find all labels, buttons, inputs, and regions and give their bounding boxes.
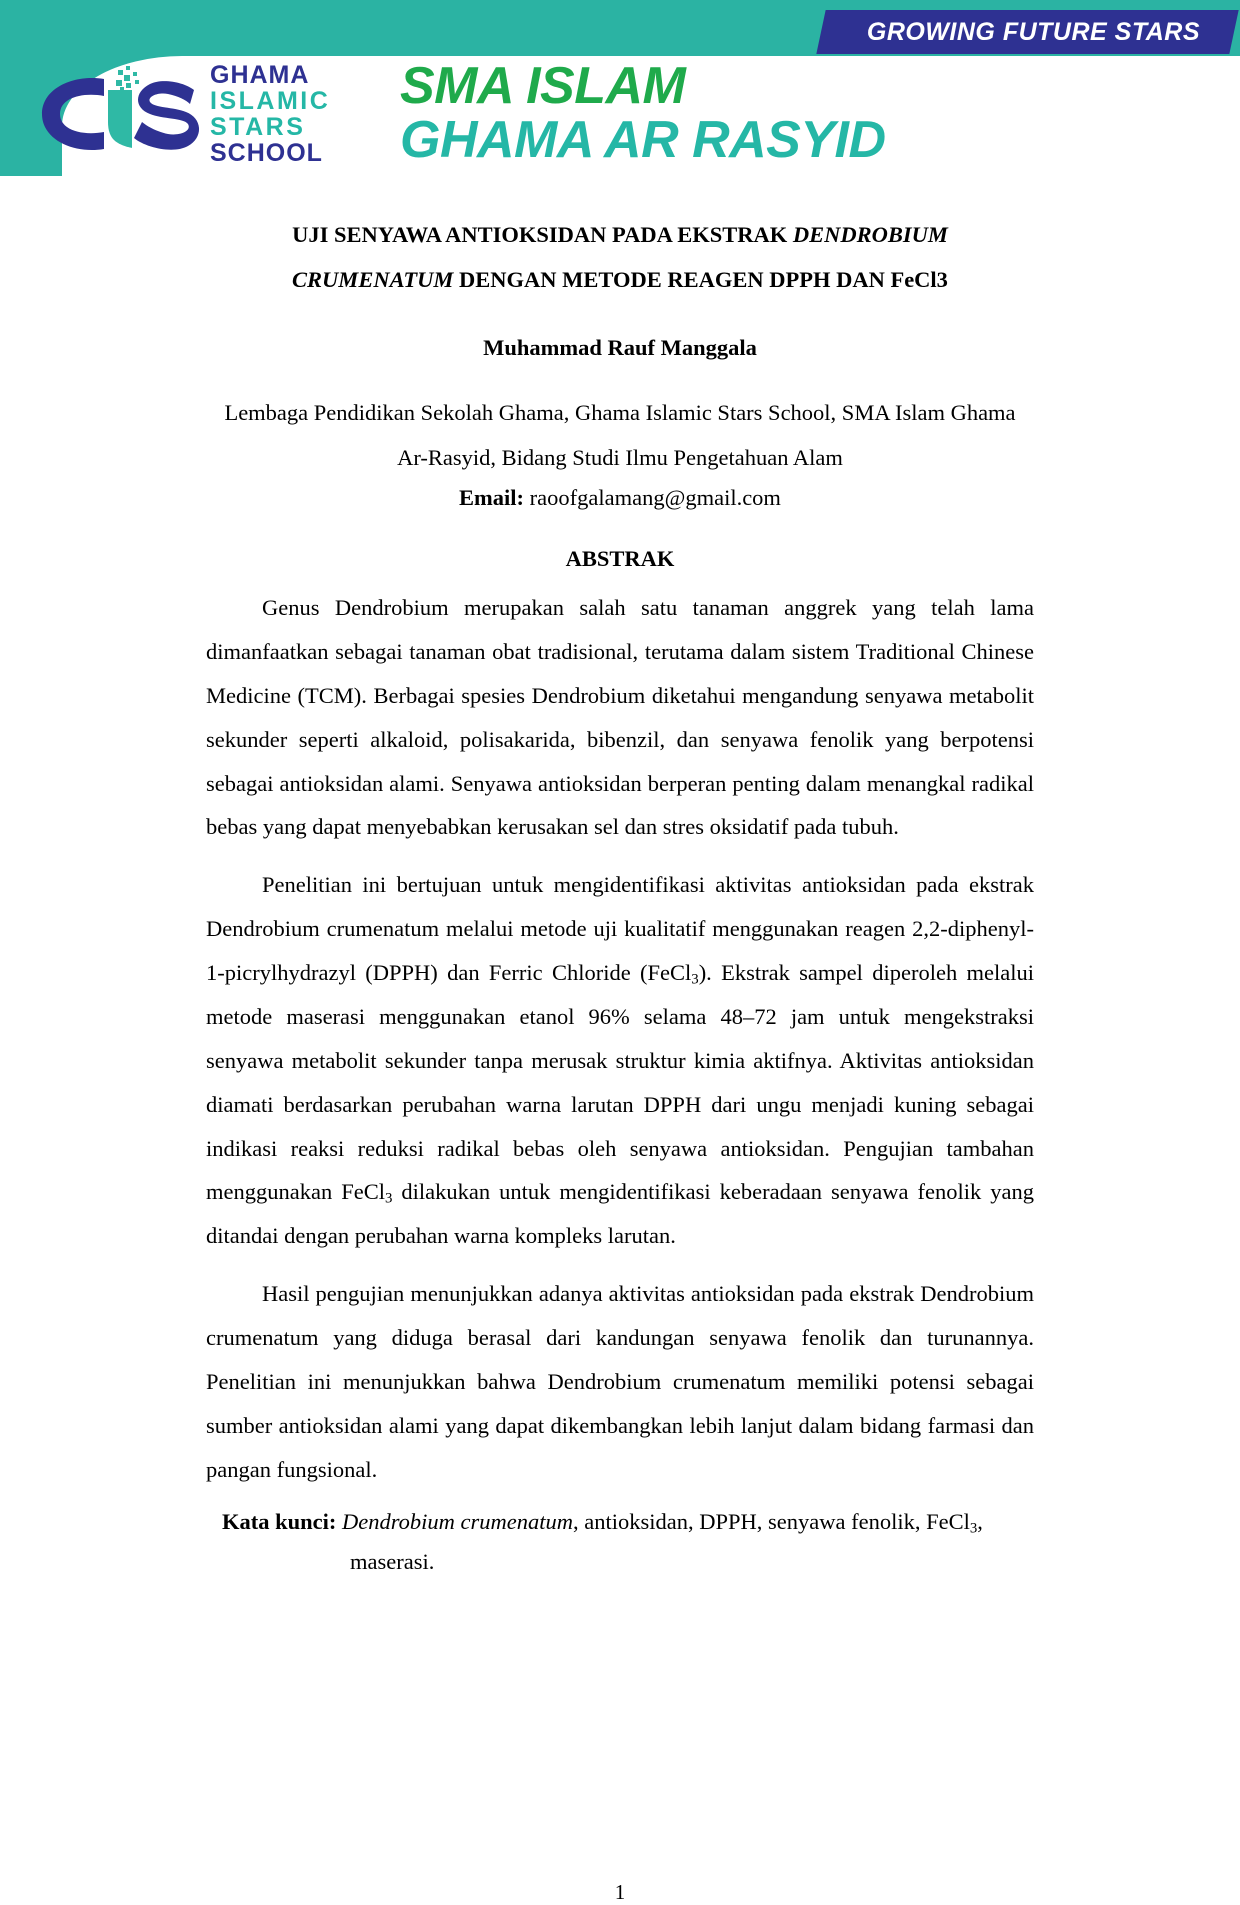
page-title — [206, 212, 1034, 302]
header-white-strip — [0, 176, 1240, 190]
document-content — [206, 190, 1034, 1581]
paragraph-2-segment-2: ). Ekstrak sampel diperoleh melalui metode maserasi menggunakan etanol 96% selama 48–72 jam untuk mengekstraksi senyawa metabolit sekunder tanpa merusak struktur kimia aktifnya. Aktivitas antioksidan diamati berdasarkan perubahan warna larutan DPPH dari ungu menjadi kuning sebagai indikasi reaksi reduksi radikal bebas oleh senyawa antioksidan. Pengujian tambahan menggunakan FeCl — [206, 960, 1034, 1205]
title-part-italic-1: DENDROBIUM — [792, 222, 948, 247]
school-name — [400, 57, 886, 169]
paragraph-2-subscript-1: 3 — [691, 971, 699, 988]
paragraph-2-segment-1: Penelitian ini bertujuan untuk mengidentifikasi aktivitas antioksidan pada ekstrak Dendrobium crumenatum melalui metode uji kualitatif menggunakan reagen 2,2-diphenyl-1-picrylhydrazyl (DPPH) dan Ferric Chloride (FeCl — [206, 872, 1034, 985]
keywords-italic-term: Dendrobium crumenatum — [342, 1508, 574, 1534]
title-part-plain-1: UJI SENYAWA ANTIOKSIDAN PADA EKSTRAK — [292, 222, 793, 247]
author-name: Muhammad Rauf Manggala — [483, 335, 757, 360]
school-name-line-2: GHAMA AR RASYID — [400, 111, 886, 169]
abstract-paragraph-3: Hasil pengujian menunjukkan adanya aktivitas antioksidan pada ekstrak Dendrobium crumenatum yang diduga berasal dari kandungan senyawa fenolik dan turunannya. Penelitian ini menunjukkan bahwa Dendrobium crumenatum memiliki potensi sebagai sumber antioksidan alami yang dapat dikembangkan lebih lanjut dalam bidang farmasi dan pangan fungsional. — [206, 1281, 1034, 1482]
keywords-rest: , antioksidan, DPPH, senyawa fenolik, FeCl — [573, 1508, 970, 1534]
gis-monogram-icon — [34, 62, 206, 166]
affiliation — [206, 390, 1034, 480]
page-number: 1 — [614, 1880, 626, 1904]
abstract-paragraph-1: Genus Dendrobium merupakan salah satu tanaman anggrek yang telah lama dimanfaatkan sebagai tanaman obat tradisional, terutama dalam sistem Traditional Chinese Medicine (TCM). Berbagai spesies Dendrobium diketahui mengandung senyawa metabolit sekunder seperti alkaloid, polisakarida, bibenzil, dan senyawa fenolik yang berpotensi sebagai antioksidan alami. Senyawa antioksidan berperan penting dalam menangkal radikal bebas yang dapat menyebabkan kerusakan sel dan stres oksidatif pada tubuh. — [206, 595, 1034, 840]
keywords-tail: , — [977, 1508, 983, 1534]
title-part-plain-2: DENGAN METODE REAGEN DPPH DAN FeCl3 — [453, 267, 948, 292]
email-value[interactable]: raoofgalamang@gmail.com — [529, 485, 781, 510]
paragraph-2-subscript-2: 3 — [384, 1190, 393, 1207]
affiliation-line-2: Ar-Rasyid, Bidang Studi Ilmu Pengetahuan Alam — [397, 445, 843, 470]
email-line — [206, 480, 1034, 516]
paragraph-2-segment-3: dilakukan untuk mengidentifikasi keberadaan senyawa fenolik yang ditandai dengan perubahan warna kompleks larutan. — [206, 1179, 1034, 1249]
keywords-second-line: maserasi. — [350, 1548, 435, 1574]
tagline-badge — [816, 10, 1238, 54]
affiliation-line-1: Lembaga Pendidikan Sekolah Ghama, Ghama Islamic Stars School, SMA Islam Ghama — [224, 400, 1016, 425]
page-header-banner — [0, 0, 1240, 190]
title-part-italic-2: CRUMENATUM — [292, 267, 454, 292]
abstract-paragraph-2 — [206, 863, 1034, 1258]
email-label: Email: — [459, 485, 525, 510]
school-name-line-1: SMA ISLAM — [400, 57, 686, 115]
keywords-line — [206, 1502, 1034, 1582]
logo-line-ghama: GHAMA — [210, 61, 310, 89]
school-logo — [34, 62, 330, 166]
logo-line-islamic: ISLAMIC — [210, 87, 331, 115]
logo-wordmark — [210, 62, 330, 166]
keywords-label: Kata kunci: — [222, 1508, 337, 1534]
tagline-text: GROWING FUTURE STARS — [866, 17, 1200, 46]
logo-line-stars: STARS — [210, 113, 306, 141]
keywords-subscript: 3 — [969, 1519, 978, 1536]
abstract-heading: ABSTRAK — [565, 546, 675, 571]
document-page — [0, 190, 1240, 1904]
logo-line-school: SCHOOL — [210, 139, 323, 167]
